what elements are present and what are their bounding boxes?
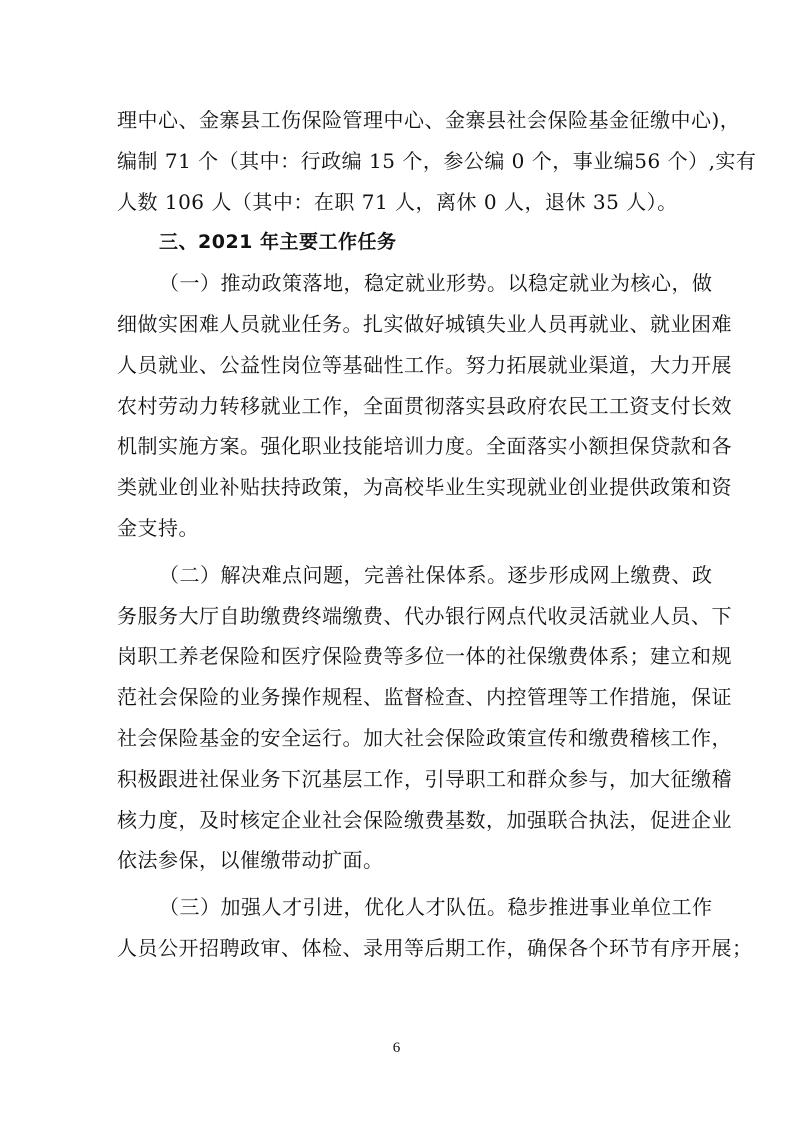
text-line: 人数 106 人（其中：在职 71 人，离休 0 人，退休 35 人）。 [117, 189, 678, 214]
page-number: 6 [392, 1040, 401, 1056]
text-line: 务服务大厅自助缴费终端缴费、代办银行网点代收灵活就业人员、下 [117, 603, 732, 628]
paragraph-talent [117, 887, 753, 969]
paragraph-social-security [117, 555, 732, 881]
text-line: 依法参保，以催缴带动扩面。 [117, 848, 384, 873]
section-heading: 三、2021 年主要工作任务 [159, 231, 397, 254]
text-line: （一）推动政策落地，稳定就业形势。以稳定就业为核心，做 [159, 271, 713, 296]
text-line: 机制实施方案。强化职业技能培训力度。全面落实小额担保贷款和各 [117, 434, 732, 459]
text-line: 积极跟进社保业务下沉基层工作，引导职工和群众参与，加大征缴稽 [117, 766, 732, 791]
text-line: 范社会保险的业务操作规程、监督检查、内控管理等工作措施，保证 [117, 685, 732, 710]
paragraph-employment [117, 263, 732, 549]
text-line: 核力度，及时核定企业社会保险缴费基数，加强联合执法，促进企业 [117, 807, 732, 832]
text-line: （三）加强人才引进，优化人才队伍。稳步推进事业单位工作 [159, 895, 713, 920]
text-line: 人员公开招聘政审、体检、录用等后期工作，确保各个环节有序开展； [117, 935, 753, 960]
text-line: 金支持。 [117, 515, 199, 540]
text-line: 类就业创业补贴扶持政策，为高校毕业生实现就业创业提供政策和资 [117, 475, 732, 500]
text-line: 细做实困难人员就业任务。扎实做好城镇失业人员再就业、就业困难 [117, 311, 732, 336]
text-line: 社会保险基金的安全运行。加大社会保险政策宣传和缴费稽核工作， [117, 725, 732, 750]
intro-paragraph [117, 100, 757, 222]
text-line: 农村劳动力转移就业工作，全面贯彻落实县政府农民工工资支付长效 [117, 393, 732, 418]
text-line: （二）解决难点问题，完善社保体系。逐步形成网上缴费、政 [159, 562, 713, 587]
text-line: 人员就业、公益性岗位等基础性工作。努力拓展就业渠道，大力开展 [117, 352, 732, 377]
text-line: 岗职工养老保险和医疗保险费等多位一体的社保缴费体系；建立和规 [117, 644, 732, 669]
text-line: 理中心、金寨县工伤保险管理中心、金寨县社会保险基金征缴中心)， [117, 108, 741, 132]
text-line: 编制 71 个（其中：行政编 15 个，参公编 0 个，事业编56 个）,实有 [117, 148, 757, 173]
document-body [117, 100, 757, 969]
